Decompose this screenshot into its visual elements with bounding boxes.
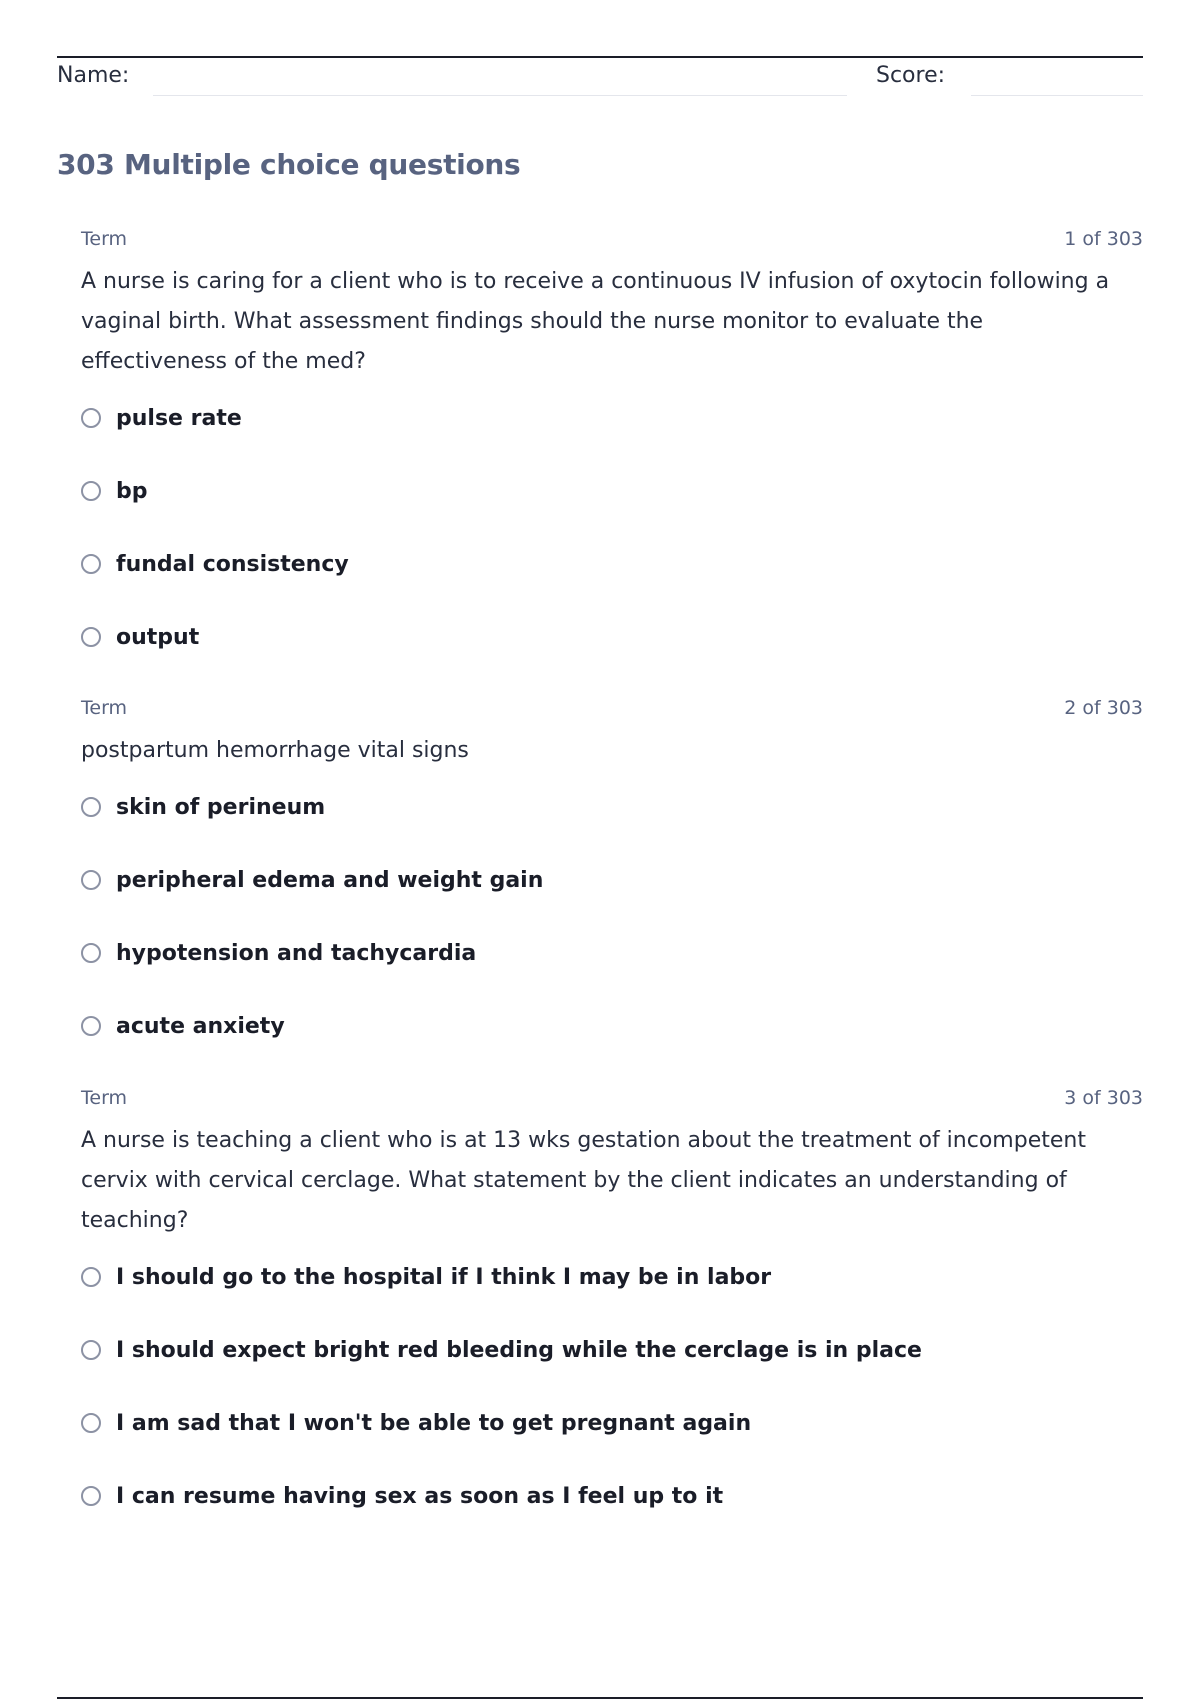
score-field[interactable] bbox=[971, 95, 1143, 96]
answer-option-label: I should expect bright red bleeding while the cerclage is in place bbox=[116, 1337, 922, 1363]
answer-option-label: fundal consistency bbox=[116, 551, 349, 577]
page-title: 303 Multiple choice questions bbox=[57, 148, 521, 181]
question-counter: 2 of 303 bbox=[1064, 697, 1143, 719]
answer-option[interactable] bbox=[81, 935, 1143, 971]
answer-option[interactable] bbox=[81, 546, 1143, 582]
bottom-rule bbox=[57, 1697, 1143, 1699]
answer-option[interactable] bbox=[81, 619, 1143, 655]
question-card bbox=[81, 697, 1143, 1044]
answer-option[interactable] bbox=[81, 1405, 1143, 1441]
answer-options bbox=[81, 400, 1143, 655]
question-header bbox=[81, 697, 1143, 727]
question-card bbox=[81, 1087, 1143, 1514]
question-card bbox=[81, 228, 1143, 655]
radio-button-icon[interactable] bbox=[81, 1016, 101, 1036]
term-label: Term bbox=[81, 228, 128, 250]
term-label: Term bbox=[81, 1087, 128, 1109]
radio-button-icon[interactable] bbox=[81, 797, 101, 817]
answer-option-label: I am sad that I won't be able to get pregnant again bbox=[116, 1410, 752, 1436]
answer-option-label: peripheral edema and weight gain bbox=[116, 867, 544, 893]
answer-option[interactable] bbox=[81, 1478, 1143, 1514]
name-label: Name: bbox=[57, 63, 130, 88]
answer-options bbox=[81, 789, 1143, 1044]
question-counter: 3 of 303 bbox=[1064, 1087, 1143, 1109]
worksheet-header bbox=[57, 60, 1143, 96]
answer-option[interactable] bbox=[81, 1259, 1143, 1295]
answer-option[interactable] bbox=[81, 862, 1143, 898]
answer-option-label: hypotension and tachycardia bbox=[116, 940, 477, 966]
question-counter: 1 of 303 bbox=[1064, 228, 1143, 250]
answer-option[interactable] bbox=[81, 400, 1143, 436]
answer-option-label: acute anxiety bbox=[116, 1013, 285, 1039]
answer-option-label: output bbox=[116, 624, 200, 650]
answer-option-label: skin of perineum bbox=[116, 794, 326, 820]
question-prompt: A nurse is teaching a client who is at 13 wks gestation about the treatment of incompetent cervix with cervical cerclage. What statement by the client indicates an understanding of teaching? bbox=[81, 1128, 1086, 1233]
radio-button-icon[interactable] bbox=[81, 943, 101, 963]
answer-option-label: bp bbox=[116, 478, 148, 504]
radio-button-icon[interactable] bbox=[81, 1413, 101, 1433]
question-prompt: A nurse is caring for a client who is to receive a continuous IV infusion of oxytocin following a vaginal birth. What assessment findings should the nurse monitor to evaluate the effectiveness of the med? bbox=[81, 269, 1110, 374]
answer-option[interactable] bbox=[81, 473, 1143, 509]
answer-option[interactable] bbox=[81, 1008, 1143, 1044]
answer-option[interactable] bbox=[81, 789, 1143, 825]
answer-option-label: I should go to the hospital if I think I may be in labor bbox=[116, 1264, 772, 1290]
name-field[interactable] bbox=[153, 95, 847, 96]
radio-button-icon[interactable] bbox=[81, 554, 101, 574]
answer-options bbox=[81, 1259, 1143, 1514]
answer-option[interactable] bbox=[81, 1332, 1143, 1368]
score-label: Score: bbox=[876, 63, 946, 88]
radio-button-icon[interactable] bbox=[81, 408, 101, 428]
answer-option-label: I can resume having sex as soon as I feel up to it bbox=[116, 1483, 724, 1509]
answer-option-label: pulse rate bbox=[116, 405, 242, 431]
question-prompt: postpartum hemorrhage vital signs bbox=[81, 738, 469, 763]
question-header bbox=[81, 1087, 1143, 1117]
radio-button-icon[interactable] bbox=[81, 1340, 101, 1360]
radio-button-icon[interactable] bbox=[81, 1267, 101, 1287]
radio-button-icon[interactable] bbox=[81, 1486, 101, 1506]
radio-button-icon[interactable] bbox=[81, 627, 101, 647]
top-rule bbox=[57, 56, 1143, 58]
radio-button-icon[interactable] bbox=[81, 870, 101, 890]
radio-button-icon[interactable] bbox=[81, 481, 101, 501]
term-label: Term bbox=[81, 697, 128, 719]
question-header bbox=[81, 228, 1143, 258]
